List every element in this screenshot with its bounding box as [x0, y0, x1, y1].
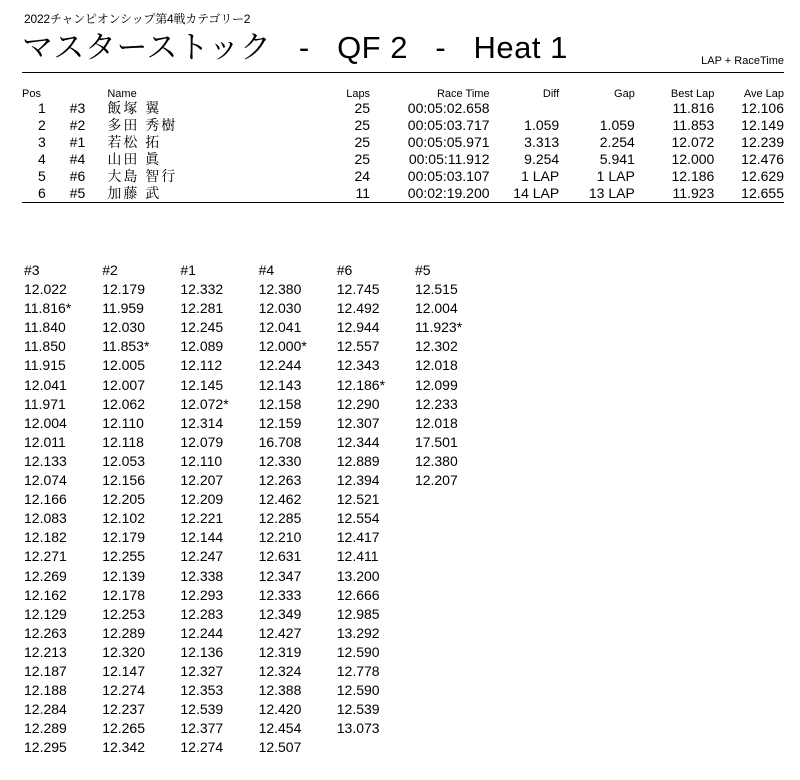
lap-time: 12.159 [258, 414, 302, 431]
lap-time: 12.139 [102, 567, 146, 584]
lap-time: 12.327 [180, 662, 224, 679]
results-body [22, 100, 784, 203]
lap-time: 12.281 [180, 300, 224, 317]
lap-time: 12.018 [414, 414, 458, 431]
lap-time: 12.353 [180, 682, 224, 699]
lap-time: 12.030 [258, 300, 302, 317]
result-row [22, 151, 784, 168]
best-lap-cell: 12.186 [671, 168, 715, 184]
lap-time: 12.944 [336, 319, 380, 336]
lap-time: 12.237 [102, 701, 146, 718]
lap-time: 12.289 [24, 720, 67, 737]
lap-time: 12.110 [102, 414, 144, 431]
lap-time: 12.263 [24, 624, 67, 641]
lap-time: 12.178 [102, 586, 146, 603]
car-number-cell: #5 [70, 185, 108, 203]
lap-column-car: #2 [102, 262, 118, 278]
lap-time: 12.539 [336, 701, 380, 718]
heat-label: Heat 1 [473, 30, 568, 65]
lap-time: 12.388 [258, 682, 302, 699]
lap-time: 12.089 [180, 338, 224, 355]
gap-cell: 1.059 [599, 117, 635, 133]
lap-time: 11.853* [102, 338, 150, 355]
separator: - [280, 30, 328, 65]
driver-name-cell: 山田 眞 [107, 151, 162, 167]
lap-time: 12.182 [24, 529, 67, 546]
lap-time: 13.292 [336, 624, 380, 641]
col-ave-lap: Ave Lap [743, 87, 784, 100]
session-heading [22, 22, 568, 67]
laps-cell: 11 [320, 185, 370, 203]
lap-time: 12.985 [336, 605, 380, 622]
lap-column-car: #5 [414, 262, 431, 278]
driver-name-cell: 加藤 武 [107, 185, 320, 203]
lap-time: 12.427 [258, 624, 302, 641]
lap-time: 12.285 [258, 510, 302, 527]
lap-time: 12.110 [180, 452, 223, 469]
race-time-cell: 00:05:02.658 [407, 100, 490, 116]
diff-cell: 3.313 [524, 134, 560, 150]
col-pos: Pos [22, 87, 41, 100]
lap-time: 11.915 [24, 357, 66, 374]
lap-column [415, 261, 493, 757]
lap-time: 12.283 [180, 605, 224, 622]
lap-time: 12.778 [336, 662, 380, 679]
col-race-time: Race Time [436, 87, 490, 100]
lap-time: 12.417 [336, 529, 380, 546]
lap-time: 12.030 [102, 319, 146, 336]
lap-time: 12.302 [414, 338, 458, 355]
lap-time: 12.394 [336, 472, 380, 489]
lap-column-car: #1 [180, 262, 196, 278]
lap-time: 12.274 [180, 739, 224, 756]
lap-time: 12.005 [102, 357, 146, 374]
laps-cell: 25 [354, 100, 371, 116]
driver-name-cell: 飯塚 翼 [107, 100, 162, 116]
lap-time: 12.342 [102, 739, 146, 756]
lap-time: 12.244 [180, 624, 224, 641]
position-cell: 6 [22, 185, 70, 203]
car-number-cell: #3 [69, 100, 86, 116]
results-header-row [22, 87, 784, 100]
lap-time: 12.158 [258, 395, 302, 412]
diff-cell: 9.254 [524, 151, 560, 167]
lap-time: 12.380 [258, 281, 302, 298]
lap-time: 12.454 [258, 720, 302, 737]
lap-time: 12.233 [414, 395, 458, 412]
lap-time: 13.073 [336, 720, 380, 737]
round-label: QF 2 [337, 30, 408, 65]
lap-time: 12.079 [180, 433, 224, 450]
lap-time: 11.923* [414, 319, 463, 336]
results-table [22, 87, 784, 203]
laps-cell: 25 [354, 117, 371, 133]
position-cell: 4 [38, 151, 46, 167]
lap-column [337, 261, 415, 757]
lap-time: 12.156 [102, 472, 146, 489]
lap-time: 12.557 [336, 338, 380, 355]
ave-lap-cell: 12.655 [714, 185, 784, 203]
diff-cell: 1.059 [524, 117, 560, 133]
lap-time: 12.284 [24, 701, 67, 718]
lap-time: 12.539 [180, 701, 224, 718]
best-lap-cell: 11.923 [635, 185, 715, 203]
lap-time: 12.072* [180, 395, 229, 412]
lap-time: 11.840 [24, 319, 66, 336]
col-gap: Gap [614, 87, 635, 100]
lap-time: 12.244 [258, 357, 302, 374]
gap-cell [559, 100, 635, 117]
lap-time: 12.145 [180, 376, 224, 393]
lap-time: 12.053 [102, 452, 146, 469]
col-laps: Laps [346, 87, 371, 100]
lap-time: 12.210 [258, 529, 302, 546]
lap-time: 12.745 [336, 281, 380, 298]
position-cell: 2 [38, 117, 46, 133]
col-name: Name [107, 87, 137, 100]
gap-cell: 1 LAP [596, 168, 635, 184]
driver-name-cell: 大島 智行 [107, 168, 178, 184]
race-time-cell: 00:05:03.107 [407, 168, 490, 184]
lap-time: 12.004 [24, 414, 67, 431]
col-diff: Diff [542, 87, 560, 100]
best-lap-cell: 12.072 [671, 134, 715, 150]
lap-time: 12.207 [414, 472, 458, 489]
lap-time: 12.147 [102, 662, 146, 679]
lap-time: 12.293 [180, 586, 224, 603]
lap-time: 12.144 [180, 529, 224, 546]
col-best-lap: Best Lap [670, 87, 715, 100]
driver-name-cell: 若松 拓 [107, 134, 162, 150]
lap-column-car: #3 [24, 262, 40, 278]
laps-cell: 25 [354, 151, 371, 167]
lap-time: 12.004 [414, 300, 458, 317]
lap-time: 12.324 [258, 662, 302, 679]
lap-time: 12.332 [180, 281, 224, 298]
event-title: 2022チャンピオンシップ第4戦カテゴリー2 [24, 12, 251, 26]
ave-lap-cell: 12.106 [741, 100, 784, 116]
lap-time: 12.041 [24, 376, 67, 393]
laps-cell: 24 [354, 168, 371, 184]
col-number [70, 87, 108, 100]
lap-time: 12.344 [336, 433, 380, 450]
lap-time: 12.554 [336, 510, 380, 527]
lap-column [24, 261, 102, 757]
lap-time: 12.347 [258, 567, 302, 584]
lap-time: 12.338 [180, 567, 224, 584]
diff-cell: 14 LAP [490, 185, 560, 203]
car-number-cell: #1 [69, 134, 86, 150]
lap-time: 12.492 [336, 300, 380, 317]
lap-time: 12.166 [24, 491, 67, 508]
separator: - [417, 30, 465, 65]
lap-column [259, 261, 337, 757]
lap-time: 12.247 [180, 548, 224, 565]
gap-cell: 5.941 [599, 151, 635, 167]
lap-time: 12.133 [24, 452, 67, 469]
lap-time: 12.343 [336, 357, 380, 374]
lap-time: 12.207 [180, 472, 224, 489]
lap-time: 12.179 [102, 529, 146, 546]
position-cell: 5 [38, 168, 46, 184]
laps-cell: 25 [354, 134, 371, 150]
timing-mode: LAP + RaceTime [701, 55, 784, 67]
lap-time: 12.420 [258, 701, 302, 718]
lap-time: 12.162 [24, 586, 67, 603]
lap-time: 11.959 [102, 300, 144, 317]
lap-time: 12.188 [24, 682, 67, 699]
ave-lap-cell: 12.149 [741, 117, 784, 133]
lap-time: 16.708 [258, 433, 302, 450]
ave-lap-cell: 12.239 [741, 134, 784, 150]
lap-time: 13.200 [336, 567, 380, 584]
lap-time: 12.143 [258, 376, 302, 393]
lap-time: 11.971 [24, 395, 66, 412]
header-divider [22, 72, 784, 73]
lap-time: 11.816* [24, 300, 72, 317]
result-row [22, 117, 784, 134]
result-row [22, 185, 784, 203]
lap-time: 12.221 [180, 510, 224, 527]
lap-time: 12.411 [336, 548, 379, 565]
lap-time: 12.209 [180, 491, 224, 508]
lap-time: 12.129 [24, 605, 67, 622]
lap-time: 12.349 [258, 605, 302, 622]
lap-time: 12.112 [180, 357, 223, 374]
lap-time: 12.062 [102, 395, 146, 412]
lap-time: 12.255 [102, 548, 146, 565]
lap-time: 12.507 [258, 739, 302, 756]
lap-time: 12.295 [24, 739, 67, 756]
car-number-cell: #2 [69, 117, 86, 133]
best-lap-cell: 11.853 [672, 117, 715, 133]
diff-cell [490, 100, 560, 117]
lap-time: 12.007 [102, 376, 146, 393]
lap-time: 12.187 [24, 662, 67, 679]
car-number-cell: #4 [69, 151, 86, 167]
lap-time: 12.074 [24, 472, 67, 489]
lap-time: 12.205 [102, 491, 146, 508]
lap-time: 17.501 [414, 433, 458, 450]
best-lap-cell: 12.000 [671, 151, 715, 167]
lap-time: 12.263 [258, 472, 302, 489]
lap-time: 12.290 [336, 395, 380, 412]
race-time-cell: 00:05:11.912 [408, 151, 490, 167]
lap-time: 12.590 [336, 682, 380, 699]
driver-name-cell: 多田 秀樹 [107, 117, 178, 133]
lap-time: 12.018 [414, 357, 458, 374]
lap-time: 12.245 [180, 319, 224, 336]
lap-time: 12.274 [102, 682, 146, 699]
lap-time: 12.000* [258, 338, 307, 355]
lap-time: 12.631 [258, 548, 302, 565]
lap-time: 12.271 [24, 548, 67, 565]
lap-time: 12.118 [102, 433, 144, 450]
lap-time: 12.289 [102, 624, 146, 641]
lap-time: 12.314 [180, 414, 224, 431]
race-time-cell: 00:05:05.971 [407, 134, 490, 150]
lap-time: 12.380 [414, 452, 458, 469]
result-row [22, 168, 784, 185]
lap-time: 12.041 [258, 319, 302, 336]
lap-time: 12.102 [102, 510, 146, 527]
ave-lap-cell: 12.629 [741, 168, 784, 184]
lap-time: 12.666 [336, 586, 380, 603]
car-number-cell: #6 [69, 168, 86, 184]
lap-time: 12.377 [180, 720, 224, 737]
best-lap-cell: 11.816 [672, 100, 715, 116]
race-time-cell: 00:02:19.200 [370, 185, 489, 203]
lap-column-car: #6 [336, 262, 353, 278]
race-time-cell: 00:05:03.717 [407, 117, 490, 133]
lap-time: 12.213 [24, 643, 67, 660]
lap-time: 12.307 [336, 414, 380, 431]
lap-time: 12.462 [258, 491, 302, 508]
gap-cell: 2.254 [599, 134, 635, 150]
result-row [22, 100, 784, 117]
lap-times-grid [24, 261, 493, 757]
lap-time: 12.265 [102, 720, 146, 737]
lap-time: 12.269 [24, 567, 67, 584]
position-cell: 3 [38, 134, 46, 150]
lap-time: 12.515 [414, 281, 458, 298]
lap-time: 12.022 [24, 281, 67, 298]
lap-time: 12.083 [24, 510, 67, 527]
lap-time: 12.179 [102, 281, 146, 298]
lap-time: 11.850 [24, 338, 66, 355]
lap-column [102, 261, 180, 757]
ave-lap-cell: 12.476 [741, 151, 784, 167]
lap-time: 12.253 [102, 605, 146, 622]
lap-column [180, 261, 258, 757]
position-cell: 1 [38, 100, 46, 116]
class-name: マスターストック [22, 30, 272, 65]
lap-time: 12.011 [24, 433, 66, 450]
lap-time: 12.099 [414, 376, 458, 393]
lap-time: 12.320 [102, 643, 146, 660]
lap-time: 12.319 [258, 643, 302, 660]
lap-time: 12.521 [336, 491, 380, 508]
lap-time: 12.186* [336, 376, 386, 393]
gap-cell: 13 LAP [559, 185, 635, 203]
lap-time: 12.590 [336, 643, 380, 660]
lap-column-car: #4 [258, 262, 275, 278]
diff-cell: 1 LAP [521, 168, 560, 184]
lap-time: 12.889 [336, 452, 380, 469]
lap-time: 12.330 [258, 452, 302, 469]
result-row [22, 134, 784, 151]
lap-time: 12.333 [258, 586, 302, 603]
lap-time: 12.136 [180, 643, 224, 660]
